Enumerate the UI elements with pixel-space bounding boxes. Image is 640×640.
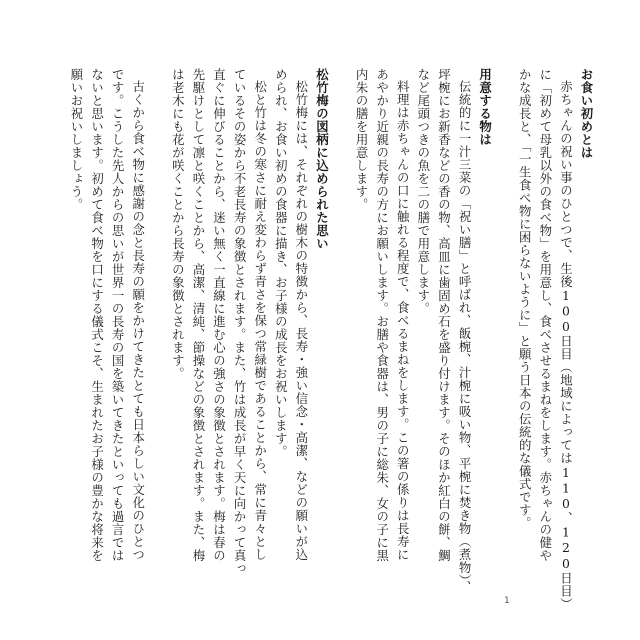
body-column: 松と竹は冬の寒さに耐え変わらず青さを保つ常緑樹であることから、常に青々とし [252,80,268,561]
body-column: ないと思います。初めて食べ物を口にする儀式こそ、生まれたお子様の豊かな将来を [89,68,105,562]
body-column: 料理は赤ちゃんの口に触れる程度で、食べるまねをします。この箸の係りは長寿に [395,80,411,561]
body-column: 赤ちゃんの祝い事のひとつで、生後100日目（地域によっては110、120日目） [558,80,574,611]
body-column: 古くから食べ物に感謝の念と長寿の願をかけてきたとても日本らしい文化のひとつ [130,80,146,561]
page-number: 1 [504,596,510,606]
section-spacer [495,68,514,608]
body-column: かな成長と、「一生食べ物に困らないように」と願う日本の伝統的な儀式です。 [517,68,533,530]
body-column: 松竹梅には、それぞれの樹木の特徴から、長寿・強い信念・高潔、などの願いが込 [293,80,309,561]
body-column: です。こうした先人からの思いが世界一の長寿の国を築いてきたといっても過言では [110,68,126,562]
body-column: は老木にも花が咲くことから長寿の象徴とされます。 [170,68,186,380]
body-column: など尾頭つきの魚を二の膳で用意します。 [415,68,431,315]
body-column: 坪椀にお新香などの香の物、高皿に歯固め石を盛り付けます。そのほか紅白の餅、鯛 [436,68,452,562]
body-column: 願いお祝いしましょう。 [68,68,84,211]
vertical-text-block [65,68,596,611]
body-column: ているその姿から不老長寿の象徴とされます。また、竹は成長が早く天に向かって真っ [232,68,248,575]
body-column: 先駆けとして凛と咲くことから、高潔、清純、節操などの象徴とされます。また、梅 [190,68,206,562]
body-column: 伝統的に一汁三菜の「祝い膳」と呼ばれ、飯椀、汁椀に吸い物、平椀に焚き物（煮物）、 [457,80,473,594]
body-column: 直ぐに伸びることから、迷い無く一直線に進む心の強さの象徴とされます。梅は春の [211,68,227,562]
body-column: められ、お食い初めの食器に描き、お子様の成長をお祝いします。 [273,68,289,458]
section-spacer [148,68,167,608]
section-heading-okuizome: お食い初めとは [579,68,594,159]
body-column: に「初めて母乳以外の食べ物」を用意し、食べさせるまねをします。赤ちゃんの健や [537,68,553,562]
section-heading-preparation: 用意する物は [477,68,493,146]
section-spacer [331,68,350,608]
section-heading-shochikubai: 松竹梅の図柄に込められた思い [314,68,330,250]
body-column: 内朱の膳を用意します。 [354,68,370,211]
body-column: あやかり近親の長寿の方にお願いします。お膳や食器は、男の子に総朱、女の子に黒 [374,68,390,562]
